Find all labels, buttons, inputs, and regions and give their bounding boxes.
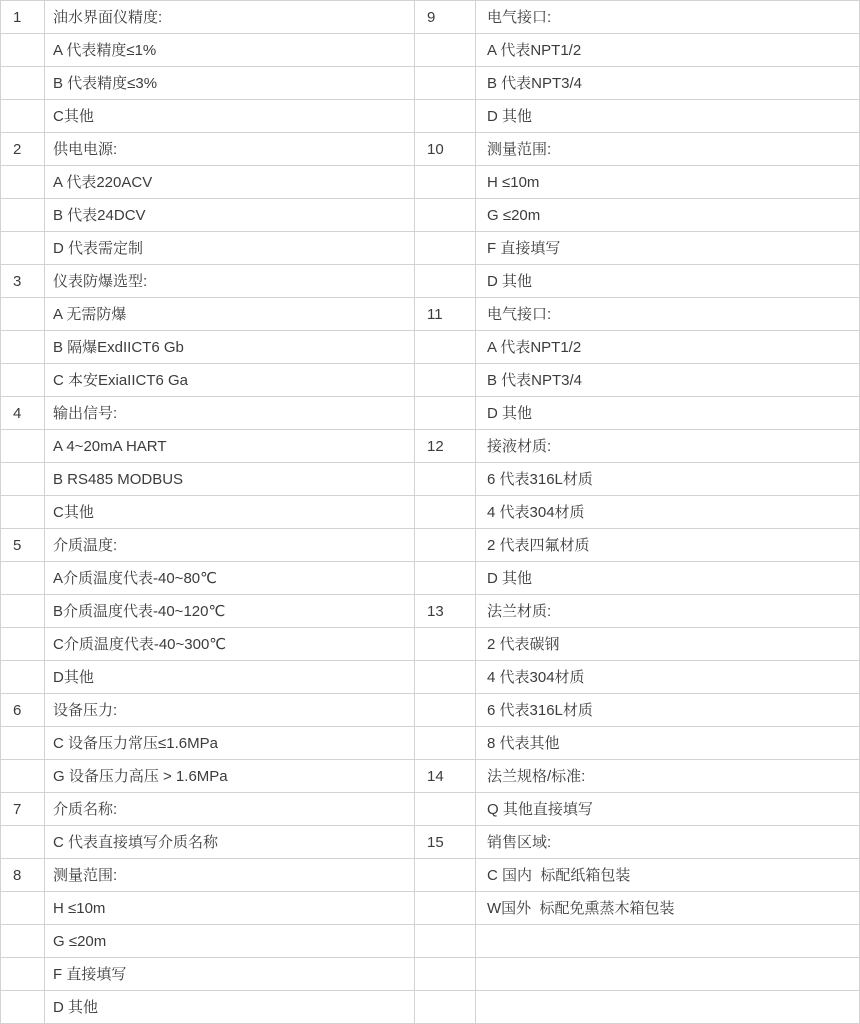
item-number-cell: [1, 760, 45, 793]
item-number-cell: 15: [415, 826, 476, 859]
option-text-cell: F 直接填写: [45, 958, 415, 991]
category-title-cell: 介质名称:: [45, 793, 415, 826]
option-text-cell: B 隔爆ExdIICT6 Gb: [45, 331, 415, 364]
item-number-cell: 8: [1, 859, 45, 892]
option-text-cell: B 代表NPT3/4: [476, 67, 860, 100]
option-text-cell: B 代表24DCV: [45, 199, 415, 232]
item-number-cell: 6: [1, 694, 45, 727]
item-number-cell: [415, 562, 476, 595]
item-number-cell: [415, 166, 476, 199]
option-text-cell: 4 代表304材质: [476, 661, 860, 694]
option-text-cell: 2 代表碳钢: [476, 628, 860, 661]
item-number-cell: 14: [415, 760, 476, 793]
option-text-cell: A 代表精度≤1%: [45, 34, 415, 67]
category-title-cell: 介质温度:: [45, 529, 415, 562]
item-number-cell: [415, 67, 476, 100]
item-number-cell: [1, 727, 45, 760]
option-text-cell: G 设备压力高压 > 1.6MPa: [45, 760, 415, 793]
option-text-cell: [476, 925, 860, 958]
item-number-cell: [1, 331, 45, 364]
item-number-cell: [415, 793, 476, 826]
option-text-cell: C其他: [45, 496, 415, 529]
table-right-section: [415, 1, 860, 1024]
item-number-cell: 3: [1, 265, 45, 298]
item-number-cell: [1, 958, 45, 991]
item-number-cell: [1, 298, 45, 331]
item-number-cell: [415, 34, 476, 67]
item-number-cell: [415, 331, 476, 364]
item-number-cell: [415, 727, 476, 760]
option-text-cell: B 代表NPT3/4: [476, 364, 860, 397]
item-number-cell: [1, 67, 45, 100]
item-number-cell: [415, 958, 476, 991]
option-text-cell: C介质温度代表-40~300℃: [45, 628, 415, 661]
option-text-cell: D 代表需定制: [45, 232, 415, 265]
item-number-cell: [415, 628, 476, 661]
category-title-cell: 电气接口:: [476, 298, 860, 331]
item-number-cell: [1, 364, 45, 397]
category-title-cell: 油水界面仪精度:: [45, 1, 415, 34]
option-text-cell: 2 代表四氟材质: [476, 529, 860, 562]
item-number-cell: [415, 232, 476, 265]
item-number-cell: [415, 991, 476, 1024]
item-number-cell: [415, 463, 476, 496]
item-number-cell: [415, 364, 476, 397]
category-title-cell: 输出信号:: [45, 397, 415, 430]
item-number-cell: [1, 826, 45, 859]
item-number-cell: [415, 529, 476, 562]
category-title-cell: 销售区域:: [476, 826, 860, 859]
option-text-cell: A 4~20mA HART: [45, 430, 415, 463]
option-text-cell: H ≤10m: [45, 892, 415, 925]
table-left-section: [1, 1, 415, 1024]
item-number-cell: [415, 496, 476, 529]
option-text-cell: D 其他: [476, 265, 860, 298]
option-text-cell: G ≤20m: [45, 925, 415, 958]
category-title-cell: 供电电源:: [45, 133, 415, 166]
option-text-cell: A 代表NPT1/2: [476, 331, 860, 364]
option-text-cell: 8 代表其他: [476, 727, 860, 760]
category-title-cell: 法兰材质:: [476, 595, 860, 628]
item-number-cell: 1: [1, 1, 45, 34]
item-number-cell: [1, 925, 45, 958]
item-number-cell: 2: [1, 133, 45, 166]
item-number-cell: [415, 199, 476, 232]
item-number-cell: [415, 859, 476, 892]
option-text-cell: F 直接填写: [476, 232, 860, 265]
item-number-cell: [1, 496, 45, 529]
option-text-cell: W国外 标配免熏蒸木箱包装: [476, 892, 860, 925]
option-text-cell: B介质温度代表-40~120℃: [45, 595, 415, 628]
item-number-cell: 7: [1, 793, 45, 826]
item-number-cell: 5: [1, 529, 45, 562]
category-title-cell: 测量范围:: [45, 859, 415, 892]
item-number-cell: [1, 562, 45, 595]
item-number-cell: 11: [415, 298, 476, 331]
option-text-cell: A 代表220ACV: [45, 166, 415, 199]
item-number-cell: [1, 166, 45, 199]
option-text-cell: C 国内 标配纸箱包装: [476, 859, 860, 892]
option-text-cell: C其他: [45, 100, 415, 133]
item-number-cell: [415, 694, 476, 727]
option-text-cell: [476, 991, 860, 1024]
item-number-cell: [1, 628, 45, 661]
option-text-cell: H ≤10m: [476, 166, 860, 199]
item-number-cell: 10: [415, 133, 476, 166]
item-number-cell: [1, 661, 45, 694]
category-title-cell: 设备压力:: [45, 694, 415, 727]
item-number-cell: [1, 463, 45, 496]
category-title-cell: 电气接口:: [476, 1, 860, 34]
item-number-cell: [1, 892, 45, 925]
category-title-cell: 测量范围:: [476, 133, 860, 166]
item-number-cell: [1, 991, 45, 1024]
option-text-cell: B 代表精度≤3%: [45, 67, 415, 100]
category-title-cell: 法兰规格/标准:: [476, 760, 860, 793]
item-number-cell: [1, 430, 45, 463]
item-number-cell: 12: [415, 430, 476, 463]
item-number-cell: [415, 892, 476, 925]
item-number-cell: [1, 34, 45, 67]
option-text-cell: D其他: [45, 661, 415, 694]
item-number-cell: [415, 397, 476, 430]
option-text-cell: C 代表直接填写介质名称: [45, 826, 415, 859]
option-text-cell: D 其他: [45, 991, 415, 1024]
option-text-cell: C 本安ExiaIICT6 Ga: [45, 364, 415, 397]
item-number-cell: [415, 265, 476, 298]
item-number-cell: [415, 925, 476, 958]
item-number-cell: 13: [415, 595, 476, 628]
option-text-cell: [476, 958, 860, 991]
option-text-cell: 6 代表316L材质: [476, 463, 860, 496]
item-number-cell: 4: [1, 397, 45, 430]
option-text-cell: C 设备压力常压≤1.6MPa: [45, 727, 415, 760]
option-text-cell: D 其他: [476, 100, 860, 133]
option-text-cell: B RS485 MODBUS: [45, 463, 415, 496]
option-text-cell: 4 代表304材质: [476, 496, 860, 529]
option-text-cell: D 其他: [476, 562, 860, 595]
option-text-cell: D 其他: [476, 397, 860, 430]
category-title-cell: 仪表防爆选型:: [45, 265, 415, 298]
option-text-cell: G ≤20m: [476, 199, 860, 232]
item-number-cell: [415, 100, 476, 133]
category-title-cell: 接液材质:: [476, 430, 860, 463]
item-number-cell: [1, 232, 45, 265]
item-number-cell: [1, 595, 45, 628]
item-number-cell: [415, 661, 476, 694]
item-number-cell: [1, 199, 45, 232]
option-text-cell: Q 其他直接填写: [476, 793, 860, 826]
option-text-cell: A 无需防爆: [45, 298, 415, 331]
option-text-cell: A 代表NPT1/2: [476, 34, 860, 67]
item-number-cell: [1, 100, 45, 133]
option-text-cell: 6 代表316L材质: [476, 694, 860, 727]
item-number-cell: 9: [415, 1, 476, 34]
option-text-cell: A介质温度代表-40~80℃: [45, 562, 415, 595]
